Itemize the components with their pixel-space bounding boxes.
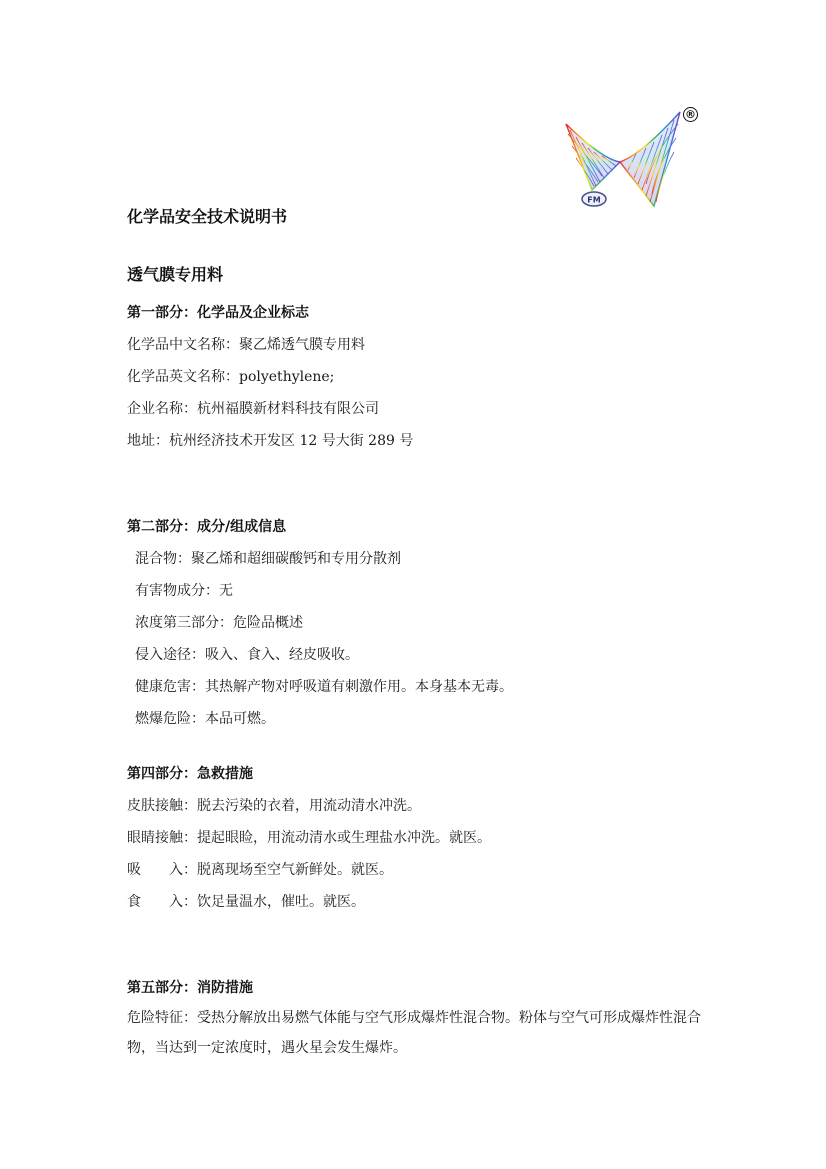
chem-cn-name: 化学品中文名称：聚乙烯透气膜专用料 (127, 337, 365, 353)
logo-badge-text: FM (587, 195, 601, 205)
registered-mark: ® (685, 108, 696, 121)
document-subtitle: 透气膜专用料 (127, 265, 224, 284)
fire-explosion-hazard: 燃爆危险：本品可燃。 (135, 711, 275, 727)
section-heading-part5: 第五部分：消防措施 (127, 980, 253, 996)
chem-en-name: 化学品英文名称：polyethylene; (127, 369, 335, 385)
exposure-routes: 侵入途径：吸入、食入、经皮吸收。 (135, 647, 359, 663)
first-aid-inhalation: 吸 入：脱离现场至空气新鲜处。就医。 (127, 862, 393, 878)
document-title: 化学品安全技术说明书 (127, 207, 288, 226)
first-aid-eyes: 眼睛接触：提起眼睑，用流动清水或生理盐水冲洗。就医。 (127, 830, 491, 846)
section-heading-part4: 第四部分：急救措施 (127, 766, 253, 782)
health-hazards: 健康危害：其热解产物对呼吸道有刺激作用。本身基本无毒。 (135, 679, 513, 695)
composition-mixture: 混合物：聚乙烯和超细碳酸钙和专用分散剂 (135, 551, 401, 567)
section-heading-part1: 第一部分：化学品及企业标志 (127, 305, 309, 321)
hazard-overview: 浓度第三部分：危险品概述 (135, 615, 303, 631)
butterfly-mesh-logo-icon (562, 104, 702, 212)
company-address: 地址：杭州经济技术开发区 12 号大街 289 号 (127, 433, 414, 449)
first-aid-skin: 皮肤接触：脱去污染的衣着，用流动清水冲洗。 (127, 798, 421, 814)
fire-hazard-characteristics: 危险特征：受热分解放出易燃气体能与空气形成爆炸性混合物。粉体与空气可形成爆炸性混合物，当达到一定浓度时，遇火星会发生爆炸。 (127, 1010, 701, 1056)
company-name: 企业名称：杭州福膜新材料科技有限公司 (127, 401, 379, 417)
hazardous-components: 有害物成分：无 (135, 583, 233, 599)
section-heading-part2: 第二部分：成分/组成信息 (127, 519, 287, 535)
first-aid-ingestion: 食 入：饮足量温水，催吐。就医。 (127, 894, 365, 910)
